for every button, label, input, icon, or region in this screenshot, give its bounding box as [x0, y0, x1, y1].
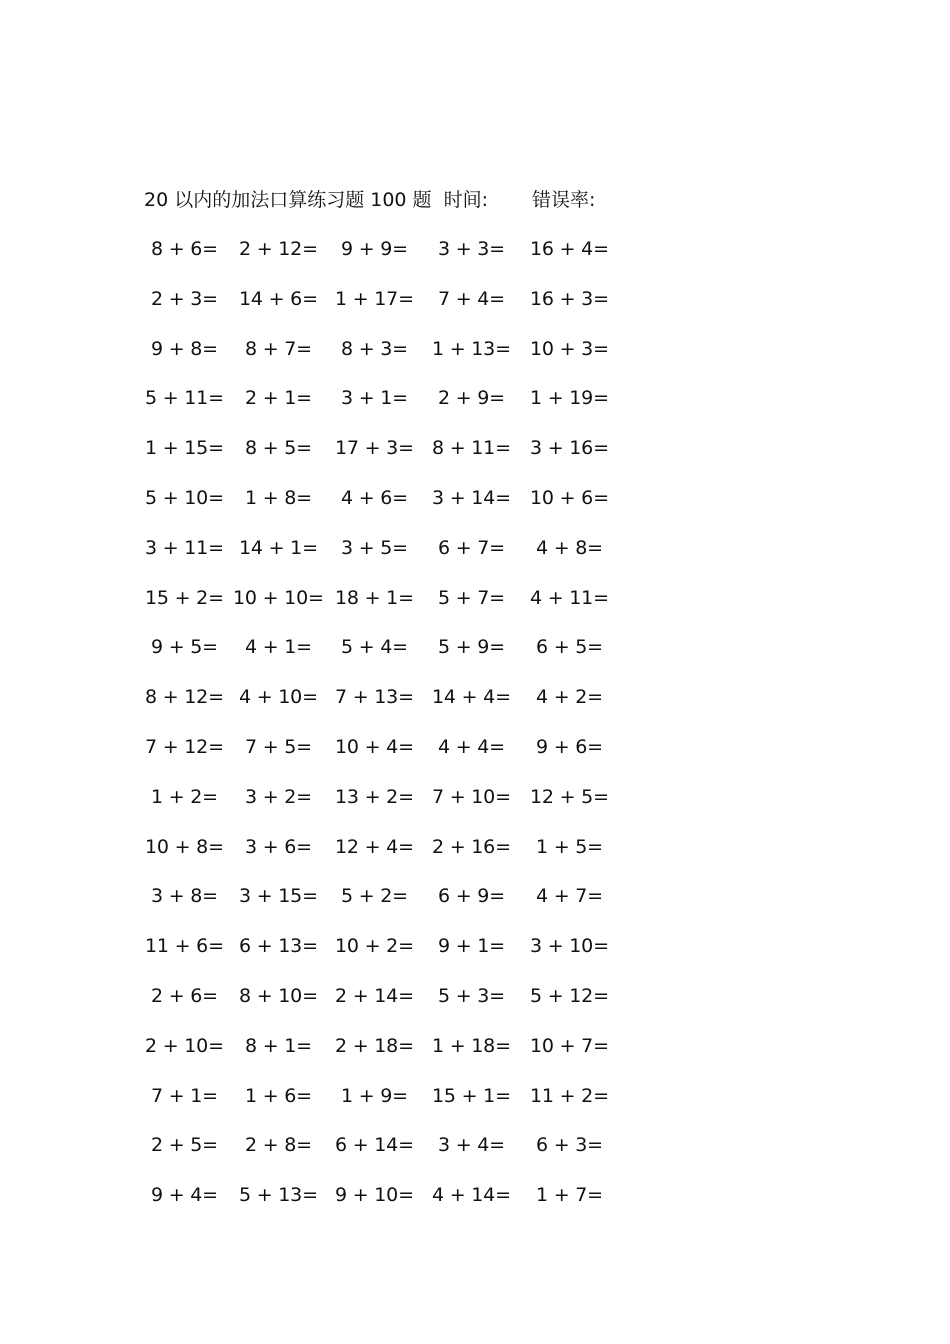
problem-17-4: 1 + 18= — [432, 1034, 511, 1057]
problem-2-5: 16 + 3= — [530, 287, 609, 310]
problem-3-1: 9 + 8= — [151, 337, 218, 360]
problem-7-4: 6 + 7= — [438, 536, 505, 559]
problem-16-4: 5 + 3= — [438, 985, 505, 1007]
problem-12-5: 12 + 5= — [530, 785, 609, 808]
problem-15-3: 10 + 2= — [335, 935, 414, 958]
problem-16-3: 2 + 14= — [335, 985, 414, 1007]
problem-3-4: 1 + 13= — [432, 337, 511, 360]
problem-12-4: 7 + 10= — [432, 785, 511, 808]
problem-12-2: 3 + 2= — [245, 785, 312, 808]
problem-20-4: 4 + 14= — [432, 1184, 511, 1207]
problem-19-2: 2 + 8= — [245, 1134, 312, 1157]
problem-11-4: 4 + 4= — [438, 736, 505, 758]
problem-4-1: 5 + 11= — [145, 387, 224, 410]
problem-18-2: 1 + 6= — [245, 1084, 312, 1107]
problem-18-1: 7 + 1= — [151, 1084, 218, 1107]
problem-1-3: 9 + 9= — [341, 238, 408, 260]
problem-1-5: 16 + 4= — [530, 238, 609, 260]
problem-8-4: 5 + 7= — [438, 586, 505, 609]
problem-2-2: 14 + 6= — [239, 287, 318, 310]
error-rate-label: 错误率: — [531, 189, 596, 211]
problem-5-1: 1 + 15= — [145, 437, 224, 460]
problem-10-2: 4 + 10= — [239, 686, 318, 709]
problem-20-5: 1 + 7= — [536, 1184, 603, 1207]
problem-14-3: 5 + 2= — [341, 885, 408, 908]
problem-6-2: 1 + 8= — [245, 487, 312, 509]
problem-10-1: 8 + 12= — [145, 686, 224, 709]
problem-8-1: 15 + 2= — [145, 586, 224, 609]
problem-12-1: 1 + 2= — [151, 785, 218, 808]
problem-15-4: 9 + 1= — [438, 935, 505, 958]
problem-15-1: 11 + 6= — [145, 935, 224, 958]
problem-14-5: 4 + 7= — [536, 885, 603, 908]
problem-1-1: 8 + 6= — [151, 238, 218, 260]
problem-13-4: 2 + 16= — [432, 835, 511, 858]
problem-8-2: 10 + 10= — [233, 586, 324, 609]
worksheet-title: 20 以内的加法口算练习题 100 题 — [144, 189, 432, 211]
problem-5-5: 3 + 16= — [530, 437, 609, 460]
problem-9-2: 4 + 1= — [245, 636, 312, 659]
problem-19-1: 2 + 5= — [151, 1134, 218, 1157]
problem-2-3: 1 + 17= — [335, 287, 414, 310]
problem-6-3: 4 + 6= — [341, 487, 408, 509]
problem-17-2: 8 + 1= — [245, 1034, 312, 1057]
problem-6-4: 3 + 14= — [432, 487, 511, 509]
problem-18-3: 1 + 9= — [341, 1084, 408, 1107]
problem-17-1: 2 + 10= — [145, 1034, 224, 1057]
problem-11-3: 10 + 4= — [335, 736, 414, 758]
problem-2-4: 7 + 4= — [438, 287, 505, 310]
problem-14-4: 6 + 9= — [438, 885, 505, 908]
problem-10-3: 7 + 13= — [335, 686, 414, 709]
problem-19-5: 6 + 3= — [536, 1134, 603, 1157]
problem-20-3: 9 + 10= — [335, 1184, 414, 1207]
problem-4-5: 1 + 19= — [530, 387, 609, 410]
problem-16-2: 8 + 10= — [239, 985, 318, 1007]
problem-19-4: 3 + 4= — [438, 1134, 505, 1157]
problem-5-3: 17 + 3= — [335, 437, 414, 460]
problem-13-5: 1 + 5= — [536, 835, 603, 858]
problem-14-1: 3 + 8= — [151, 885, 218, 908]
problem-15-5: 3 + 10= — [530, 935, 609, 958]
problem-20-2: 5 + 13= — [239, 1184, 318, 1207]
problem-9-4: 5 + 9= — [438, 636, 505, 659]
problem-14-2: 3 + 15= — [239, 885, 318, 908]
problem-6-5: 10 + 6= — [530, 487, 609, 509]
problem-16-1: 2 + 6= — [151, 985, 218, 1007]
problem-1-2: 2 + 12= — [239, 238, 318, 260]
problem-7-2: 14 + 1= — [239, 536, 318, 559]
problem-19-3: 6 + 14= — [335, 1134, 414, 1157]
problem-16-5: 5 + 12= — [530, 985, 609, 1007]
problem-12-3: 13 + 2= — [335, 785, 414, 808]
problem-18-4: 15 + 1= — [432, 1084, 511, 1107]
problem-18-5: 11 + 2= — [530, 1084, 609, 1107]
problem-7-5: 4 + 8= — [536, 536, 603, 559]
problem-3-2: 8 + 7= — [245, 337, 312, 360]
problem-17-5: 10 + 7= — [530, 1034, 609, 1057]
problem-9-1: 9 + 5= — [151, 636, 218, 659]
problem-6-1: 5 + 10= — [145, 487, 224, 509]
problem-8-5: 4 + 11= — [530, 586, 609, 609]
problem-8-3: 18 + 1= — [335, 586, 414, 609]
problem-11-5: 9 + 6= — [536, 736, 603, 758]
problem-5-4: 8 + 11= — [432, 437, 511, 460]
problem-13-2: 3 + 6= — [245, 835, 312, 858]
problem-17-3: 2 + 18= — [335, 1034, 414, 1057]
problem-11-2: 7 + 5= — [245, 736, 312, 758]
problem-13-3: 12 + 4= — [335, 835, 414, 858]
problem-4-3: 3 + 1= — [341, 387, 408, 410]
problem-7-3: 3 + 5= — [341, 536, 408, 559]
problem-3-5: 10 + 3= — [530, 337, 609, 360]
problem-20-1: 9 + 4= — [151, 1184, 218, 1207]
problem-5-2: 8 + 5= — [245, 437, 312, 460]
problem-9-3: 5 + 4= — [341, 636, 408, 659]
problem-7-1: 3 + 11= — [145, 536, 224, 559]
problem-9-5: 6 + 5= — [536, 636, 603, 659]
problem-13-1: 10 + 8= — [145, 835, 224, 858]
problem-10-5: 4 + 2= — [536, 686, 603, 709]
problem-15-2: 6 + 13= — [239, 935, 318, 958]
problem-10-4: 14 + 4= — [432, 686, 511, 709]
time-label: 时间: — [443, 189, 488, 211]
problem-4-4: 2 + 9= — [438, 387, 505, 410]
problem-1-4: 3 + 3= — [438, 238, 505, 260]
problem-3-3: 8 + 3= — [341, 337, 408, 360]
problem-4-2: 2 + 1= — [245, 387, 312, 410]
problem-11-1: 7 + 12= — [145, 736, 224, 758]
problem-2-1: 2 + 3= — [151, 287, 218, 310]
